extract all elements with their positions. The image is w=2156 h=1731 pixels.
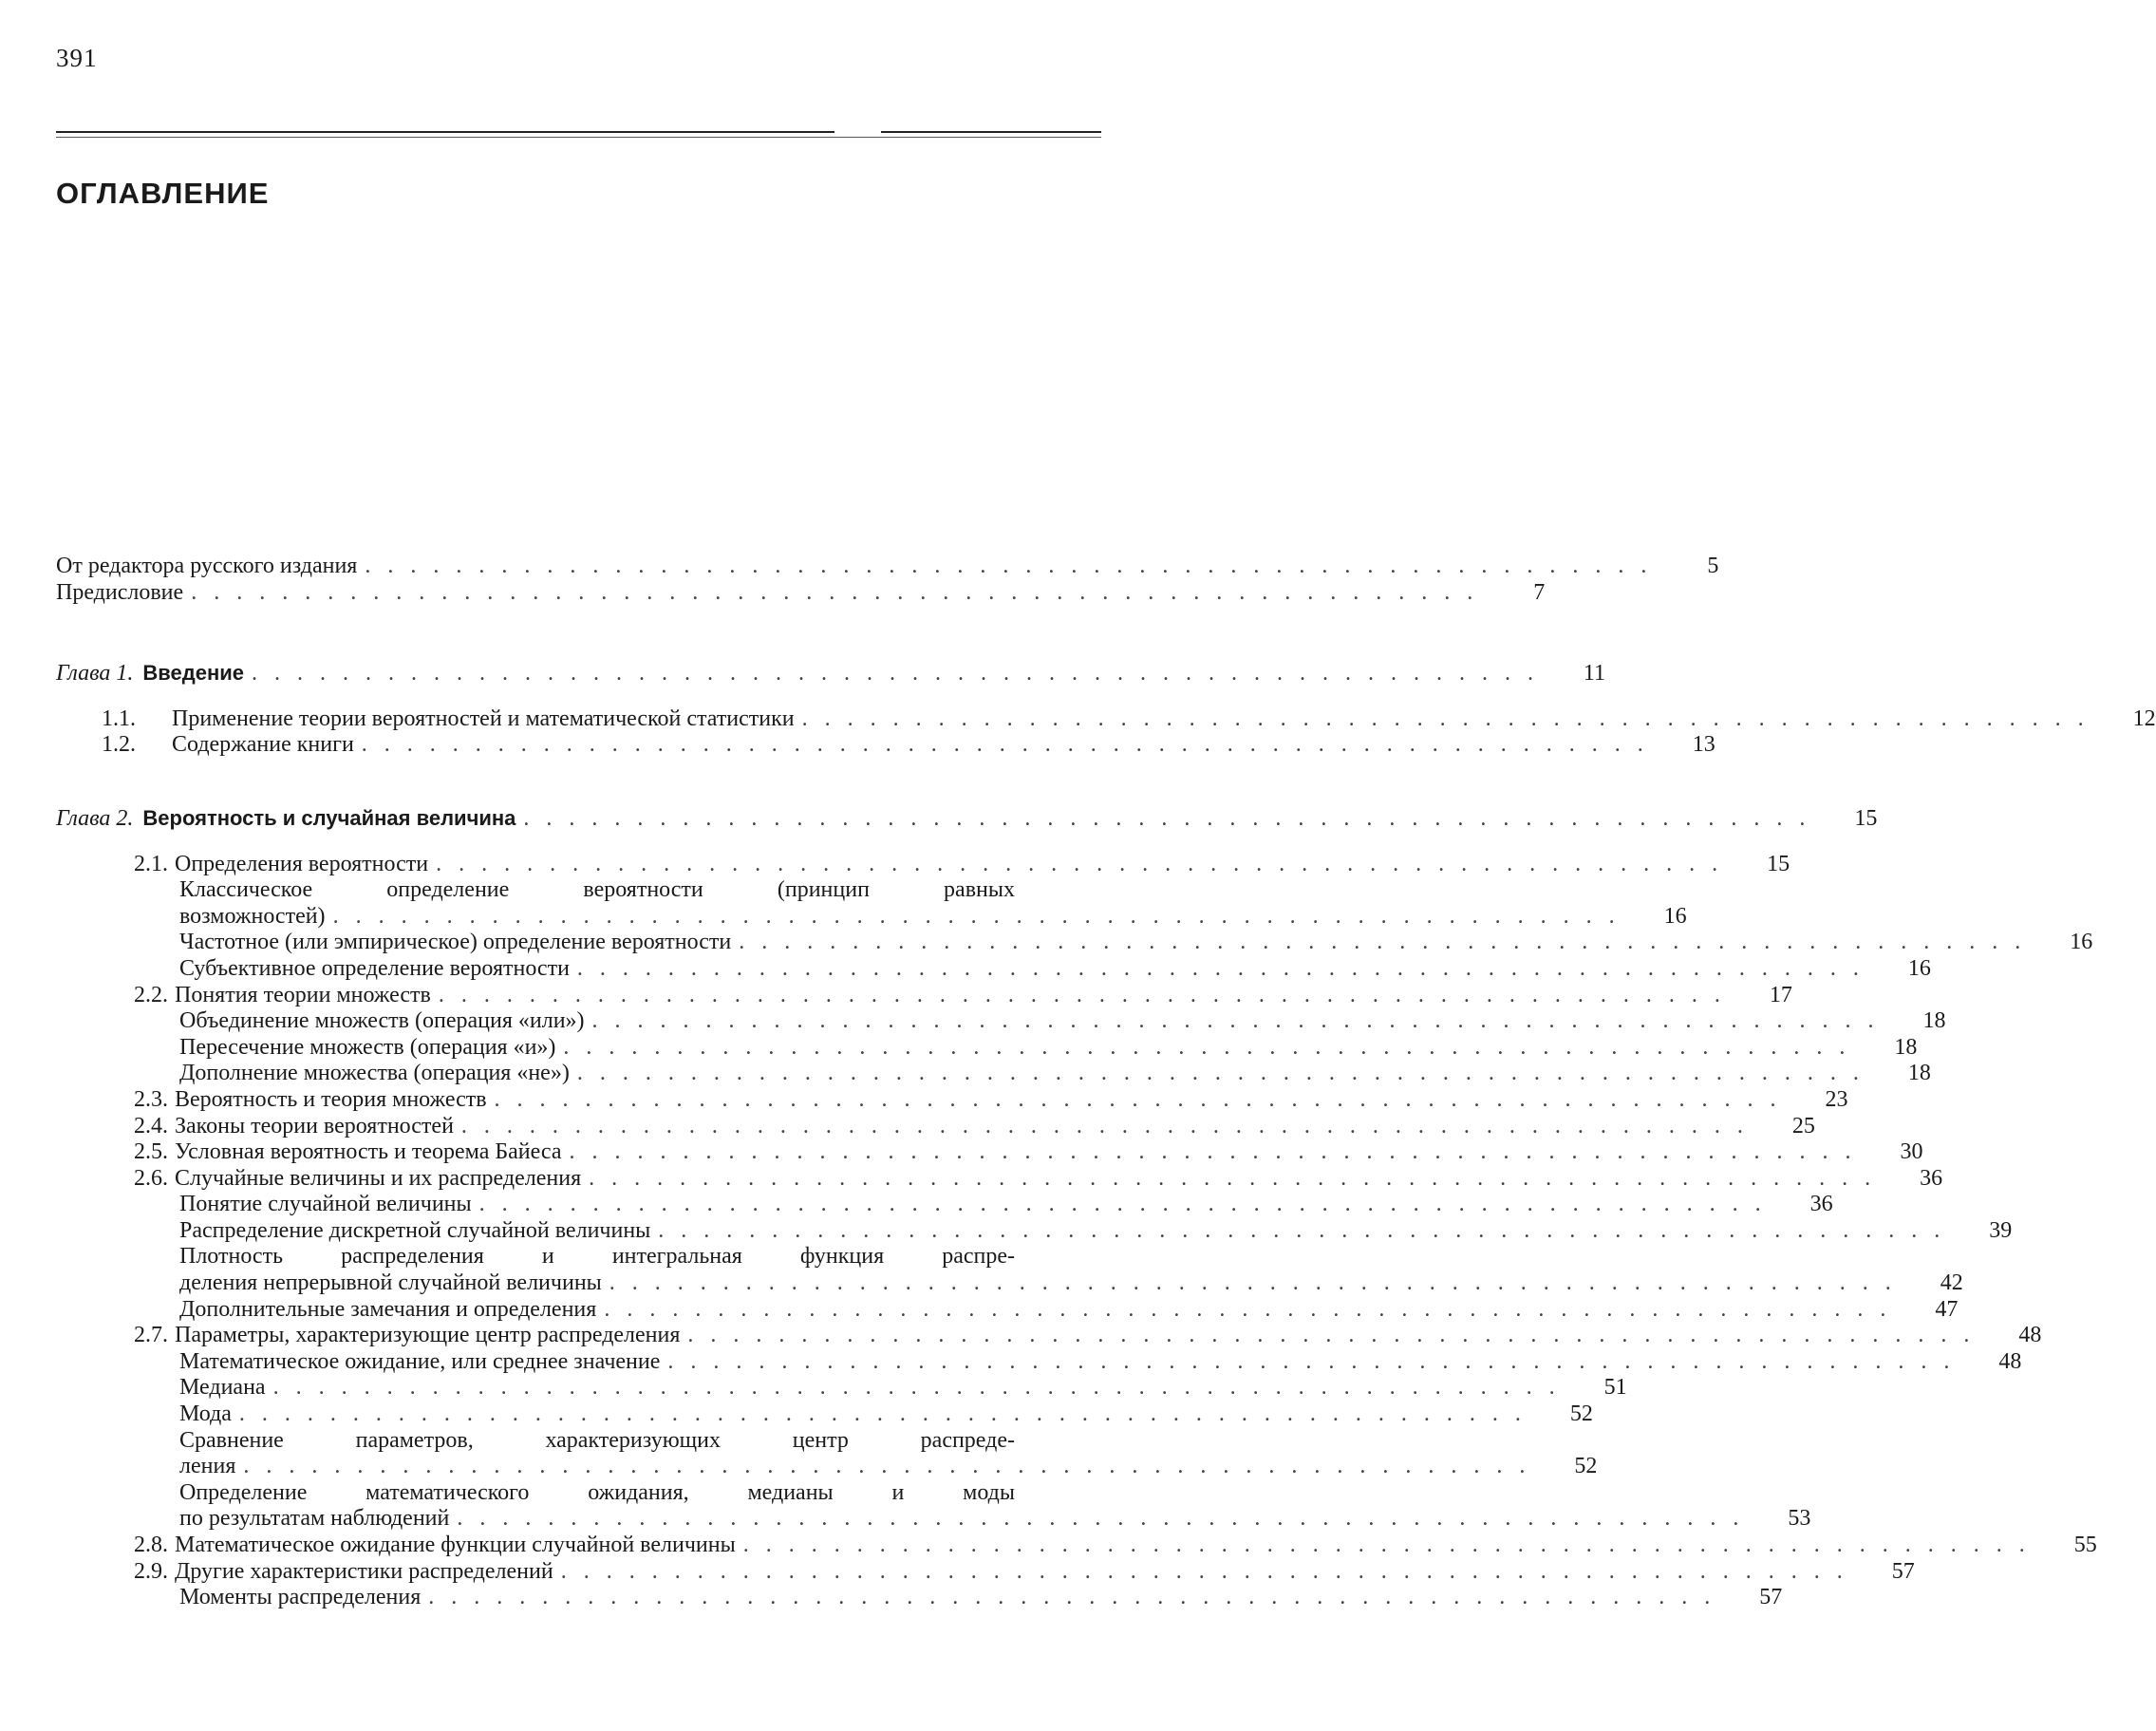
toc-subsection[interactable]: [56, 1348, 2022, 1376]
toc-subsection[interactable]: [56, 1034, 1918, 1062]
toc-page-number: 18: [1922, 1008, 1946, 1034]
dot-leader: [602, 1270, 1897, 1297]
dot-leader: [235, 1454, 1530, 1480]
toc-page-number: 15: [1767, 851, 1790, 876]
chapter-2-entries: [56, 851, 2097, 1611]
toc-page-number: 36: [1920, 1165, 1943, 1191]
dot-leader: [581, 1166, 1876, 1193]
toc-page-number: 57: [1759, 1585, 1783, 1610]
toc-page-number: 53: [1788, 1506, 1811, 1532]
toc-page-number: 55: [2073, 1533, 2097, 1557]
subsection-title-line1: Плотность распределения и интегральная функция распре-: [179, 1244, 1015, 1270]
dot-leader: [516, 806, 1810, 833]
toc-page-number: 48: [2018, 1323, 2042, 1348]
dot-leader: [266, 1375, 1561, 1402]
toc-section[interactable]: [56, 1533, 2097, 1559]
dot-leader: [596, 1297, 1891, 1324]
toc-section[interactable]: [56, 1558, 1915, 1586]
toc-subsection[interactable]: [56, 1008, 1946, 1035]
header-rule-thin: [56, 137, 1101, 138]
toc-page-number: 23: [1825, 1086, 1848, 1112]
toc-subsection[interactable]: [56, 1402, 1593, 1428]
page-title: ОГЛАВЛЕНИЕ: [56, 177, 270, 210]
subsection-title-line1: Классическое определение вероятности (принцип равных: [179, 877, 1015, 903]
section-number: 2.3.: [134, 1086, 168, 1112]
subsection-title: Понятие случайной величины: [179, 1192, 472, 1217]
section-number: 2.5.: [134, 1139, 168, 1165]
dot-leader: [570, 956, 1865, 983]
toc-subsection[interactable]: [56, 1244, 1963, 1296]
toc-subsection[interactable]: [56, 955, 1931, 983]
dot-leader: [487, 1087, 1782, 1114]
subsection-title: Математическое ожидание, или среднее значение: [179, 1348, 661, 1374]
dot-leader: [431, 983, 1726, 1009]
dot-leader: [183, 580, 1478, 607]
dot-leader: [650, 1218, 1945, 1245]
dot-leader: [232, 1402, 1527, 1428]
toc-page-number: 51: [1603, 1375, 1627, 1401]
dot-leader: [357, 554, 1652, 580]
toc-section[interactable]: [56, 982, 1792, 1009]
toc-page-number: 36: [1809, 1192, 1833, 1217]
toc-subsection[interactable]: [56, 877, 1687, 930]
subsection-title-line2: ления: [179, 1454, 236, 1479]
toc-subsection[interactable]: [56, 1375, 1627, 1402]
toc-subsection[interactable]: [56, 1061, 1931, 1087]
subsection-title: Частотное (или эмпирическое) определение вероятности: [179, 930, 732, 955]
toc-page-number: 57: [1891, 1558, 1915, 1584]
dot-leader: [585, 1008, 1880, 1035]
subsection-title: Дополнение множества (операция «не»): [179, 1061, 570, 1086]
dot-leader: [553, 1559, 1848, 1586]
toc-page-number: 30: [1900, 1139, 1923, 1165]
subsection-title: Медиана: [179, 1375, 266, 1401]
section-title: Законы теории вероятностей: [175, 1113, 454, 1138]
toc-page-number: 16: [2070, 930, 2093, 955]
section-title: Случайные величины и их распределения: [175, 1165, 582, 1191]
chapter-title: Введение: [142, 661, 244, 686]
section-title: Понятия теории множеств: [175, 982, 431, 1007]
section-number: 1.1.: [102, 706, 136, 731]
toc-page-number: 48: [1998, 1348, 2022, 1374]
section-title: Определения вероятности: [175, 851, 429, 876]
toc-page-number: 39: [1989, 1217, 2013, 1243]
toc-page-number: 16: [1907, 955, 1931, 981]
toc-entry-title: От редактора русского издания: [56, 554, 358, 578]
section-title: Параметры, характеризующие центр распределения: [175, 1323, 681, 1348]
subsection-title: Пересечение множеств (операция «и»): [179, 1034, 556, 1060]
toc-subsection[interactable]: [56, 1427, 1598, 1480]
toc-page-number: 17: [1769, 982, 1792, 1007]
toc-subsection[interactable]: [56, 1217, 2013, 1245]
toc-subsection[interactable]: [56, 930, 2093, 956]
toc-section[interactable]: [56, 851, 1790, 878]
toc-chapter-1[interactable]: [56, 661, 1605, 687]
toc-subsection[interactable]: [56, 1192, 1833, 1218]
section-title: Условная вероятность и теорема Байеса: [175, 1139, 562, 1165]
toc-section[interactable]: [56, 706, 2156, 733]
toc-subsection[interactable]: [56, 1585, 1783, 1611]
toc-page-number: 25: [1791, 1113, 1815, 1138]
dot-leader: [428, 852, 1723, 878]
toc-section[interactable]: [56, 1086, 1848, 1114]
toc-section[interactable]: [56, 732, 1715, 759]
header-rule-right: [881, 131, 1101, 133]
toc-page-number: 47: [1935, 1296, 1959, 1322]
toc-subsection[interactable]: [56, 1479, 1811, 1533]
dot-leader: [680, 1323, 1975, 1349]
section-title: Математическое ожидание функции случайной величины: [175, 1533, 736, 1557]
subsection-title: Мода: [179, 1402, 232, 1427]
subsection-title-line2: деления непрерывной случайной величины: [179, 1270, 602, 1296]
section-title: Другие характеристики распределений: [175, 1558, 553, 1584]
table-of-contents: [56, 554, 2156, 1611]
section-number: 2.4.: [134, 1113, 168, 1138]
dot-leader: [326, 904, 1621, 931]
dot-leader: [736, 1533, 2031, 1559]
toc-page-number: 52: [1574, 1454, 1598, 1479]
toc-page-number: 12: [2132, 706, 2156, 731]
dot-leader: [421, 1585, 1715, 1611]
page-number: 391: [56, 44, 98, 72]
dot-leader: [795, 706, 2090, 733]
section-number: 2.8.: [134, 1533, 168, 1557]
section-title: Применение теории вероятностей и математической статистики: [172, 706, 795, 731]
dot-leader: [449, 1506, 1744, 1533]
subsection-title-line2: возможностей): [179, 903, 326, 929]
toc-section[interactable]: [56, 1165, 1943, 1193]
toc-entry[interactable]: [56, 579, 1546, 607]
toc-page-number: 16: [1663, 903, 1687, 929]
section-number: 2.2.: [134, 982, 168, 1007]
toc-entry[interactable]: [56, 554, 1719, 580]
subsection-title: Распределение дискретной случайной величины: [179, 1217, 651, 1243]
toc-page-number: 13: [1692, 732, 1715, 758]
chapter-label: Глава 1.: [56, 661, 134, 687]
subsection-title-line1: Определение математического ожидания, медианы и моды: [179, 1479, 1015, 1505]
dot-leader: [570, 1061, 1865, 1087]
toc-page-number: 5: [1707, 554, 1719, 578]
dot-leader: [561, 1139, 1856, 1166]
toc-chapter-2[interactable]: [56, 805, 1878, 833]
toc-page-number: 18: [1894, 1034, 1918, 1060]
section-number: 2.1.: [134, 851, 168, 876]
dot-leader: [660, 1349, 1955, 1376]
toc-section[interactable]: [56, 1113, 1815, 1140]
section-title: Вероятность и теория множеств: [175, 1086, 487, 1112]
toc-page-number: 52: [1569, 1402, 1593, 1427]
toc-page-number: 15: [1854, 805, 1878, 831]
section-number: 2.6.: [134, 1165, 168, 1191]
dot-leader: [354, 732, 1649, 759]
section-number: 2.7.: [134, 1323, 168, 1348]
toc-page-number: 7: [1533, 579, 1546, 605]
dot-leader: [555, 1035, 1850, 1062]
dot-leader: [454, 1114, 1749, 1140]
subsection-title-line2: по результатам наблюдений: [179, 1506, 450, 1532]
subsection-title: Объединение множеств (операция «или»): [179, 1008, 585, 1034]
subsection-title: Субъективное определение вероятности: [179, 955, 570, 981]
section-number: 1.2.: [102, 732, 136, 758]
subsection-title: Моменты распределения: [179, 1585, 422, 1610]
section-title: Содержание книги: [172, 732, 354, 758]
toc-section[interactable]: [56, 1139, 1923, 1166]
toc-page-number: 18: [1907, 1061, 1931, 1086]
section-number: 2.9.: [134, 1558, 168, 1584]
toc-entry-title: Предисловие: [56, 579, 184, 605]
dot-leader: [472, 1192, 1767, 1218]
chapter-title: Вероятность и случайная величина: [142, 805, 516, 830]
dot-leader: [731, 930, 2026, 956]
dot-leader: [244, 661, 1539, 687]
toc-section[interactable]: [56, 1323, 2042, 1349]
subsection-title: Дополнительные замечания и определения: [179, 1296, 597, 1322]
chapter-label: Глава 2.: [56, 805, 134, 831]
header-rule-left: [56, 131, 834, 133]
toc-subsection[interactable]: [56, 1296, 1959, 1324]
subsection-title-line1: Сравнение параметров, характеризующих центр распреде-: [179, 1427, 1015, 1453]
toc-page-number: 42: [1940, 1270, 1963, 1296]
toc-page-number: 11: [1583, 661, 1605, 687]
